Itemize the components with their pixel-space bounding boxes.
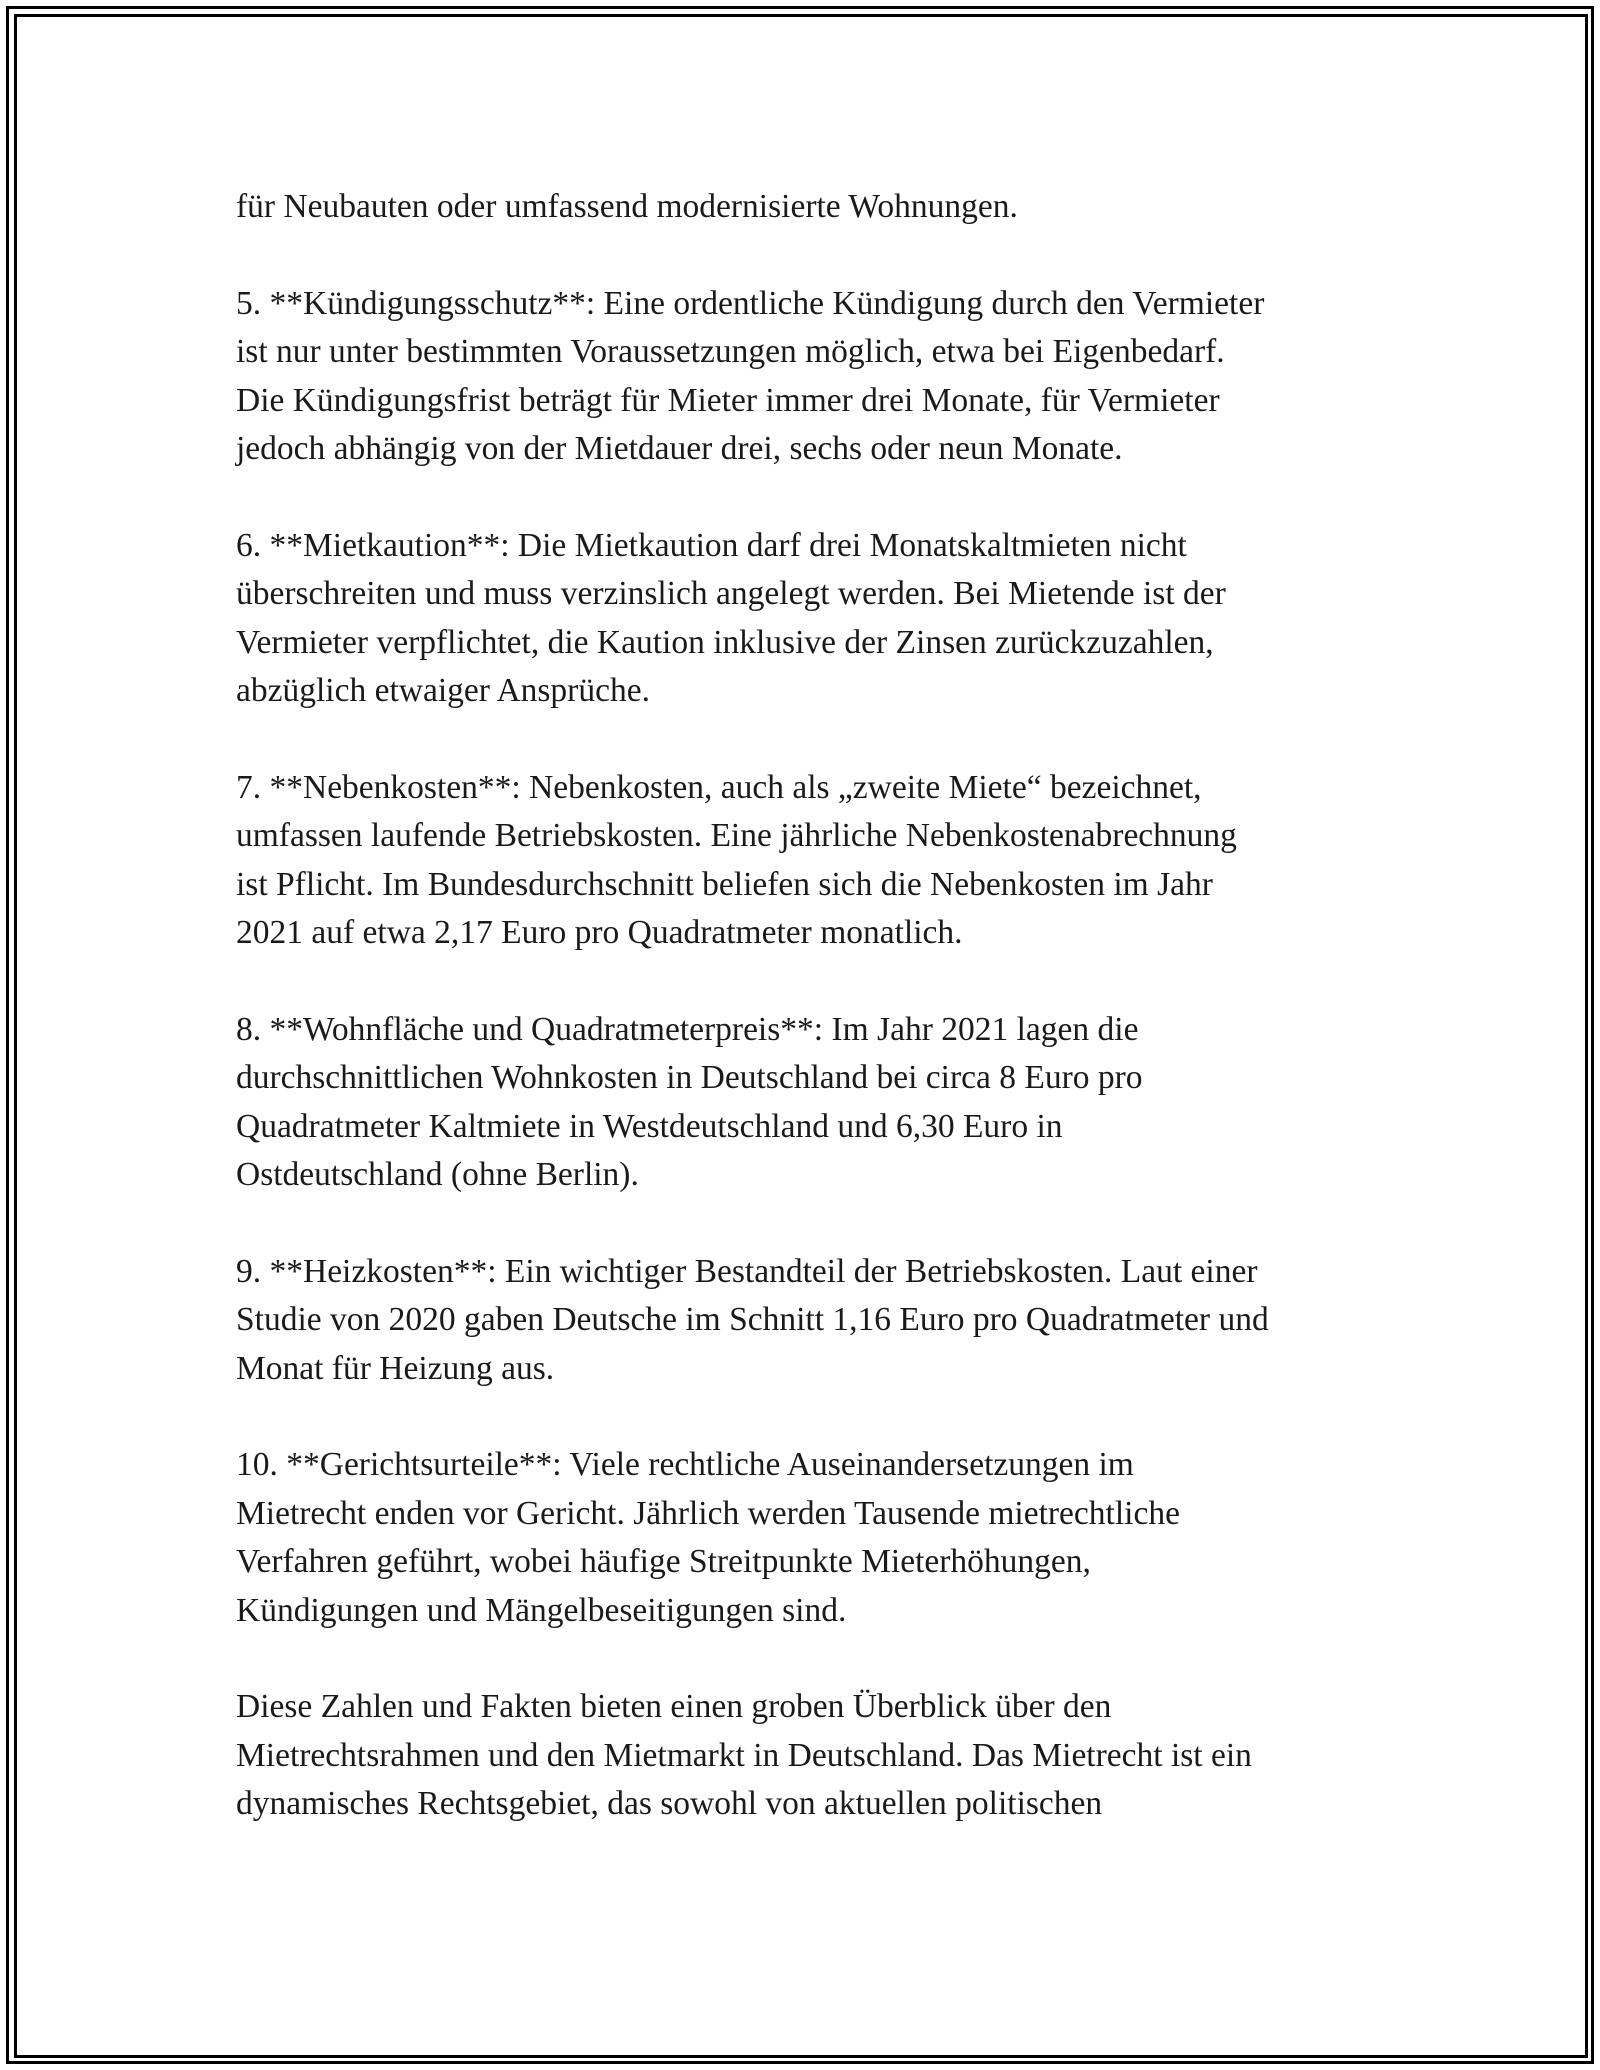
paragraph-wohnflaeche: 8. **Wohnfläche und Quadratmeterpreis**: Im Jahr 2021 lagen die durchschnittlichen Wohnkosten in Deutschland bei circa 8 Euro pro Quadratmeter Kaltmiete in Westdeutschland und 6,30 Euro in Ostdeutschland (ohne Berlin). xyxy=(236,1010,1143,1194)
paragraph-nebenkosten: 7. **Nebenkosten**: Nebenkosten, auch als „zweite Miete“ bezeichnet, umfassen laufende Betriebskosten. Eine jährliche Nebenkostenabrechnung ist Pflicht. Im Bundesdurchschnitt beliefen sich die Nebenkosten im Jahr 2021 auf etwa 2,17 Euro pro Quadratmeter monatlich. xyxy=(236,768,1237,952)
document-body xyxy=(236,183,1396,1877)
paragraph-mietkaution: 6. **Mietkaution**: Die Mietkaution darf drei Monatskaltmieten nicht überschreiten und muss verzinslich angelegt werden. Bei Mietende ist der Vermieter verpflichtet, die Kaution inklusive der Zinsen zurückzuzahlen, abzüglich etwaiger Ansprüche. xyxy=(236,526,1226,710)
paragraph-heizkosten: 9. **Heizkosten**: Ein wichtiger Bestandteil der Betriebskosten. Laut einer Studie von 2020 gaben Deutsche im Schnitt 1,16 Euro pro Quadratmeter und Monat für Heizung aus. xyxy=(236,1252,1269,1387)
paragraph-gerichtsurteile: 10. **Gerichtsurteile**: Viele rechtliche Auseinandersetzungen im Mietrecht enden vor Gericht. Jährlich werden Tausende mietrechtliche Verfahren geführt, wobei häufige Streitpunkte Mieterhöhungen, Kündigungen und Mängelbeseitigungen sind. xyxy=(236,1446,1180,1629)
paragraph-kuendigungsschutz: 5. **Kündigungsschutz**: Eine ordentliche Kündigung durch den Vermieter ist nur unter bestimmten Voraussetzungen möglich, etwa bei Eigenbedarf. Die Kündigungsfrist beträgt für Mieter immer drei Monate, für Vermieter jedoch abhängig von der Mietdauer drei, sechs oder neun Monate. xyxy=(236,284,1265,468)
paragraph-conclusion: Diese Zahlen und Fakten bieten einen groben Überblick über den Mietrechtsrahmen und den Mietmarkt in Deutschland. Das Mietrecht ist ein dynamisches Rechtsgebiet, das sowohl von aktuellen politischen xyxy=(236,1688,1252,1823)
paragraph-continuation: für Neubauten oder umfassend modernisierte Wohnungen. xyxy=(236,188,1018,225)
